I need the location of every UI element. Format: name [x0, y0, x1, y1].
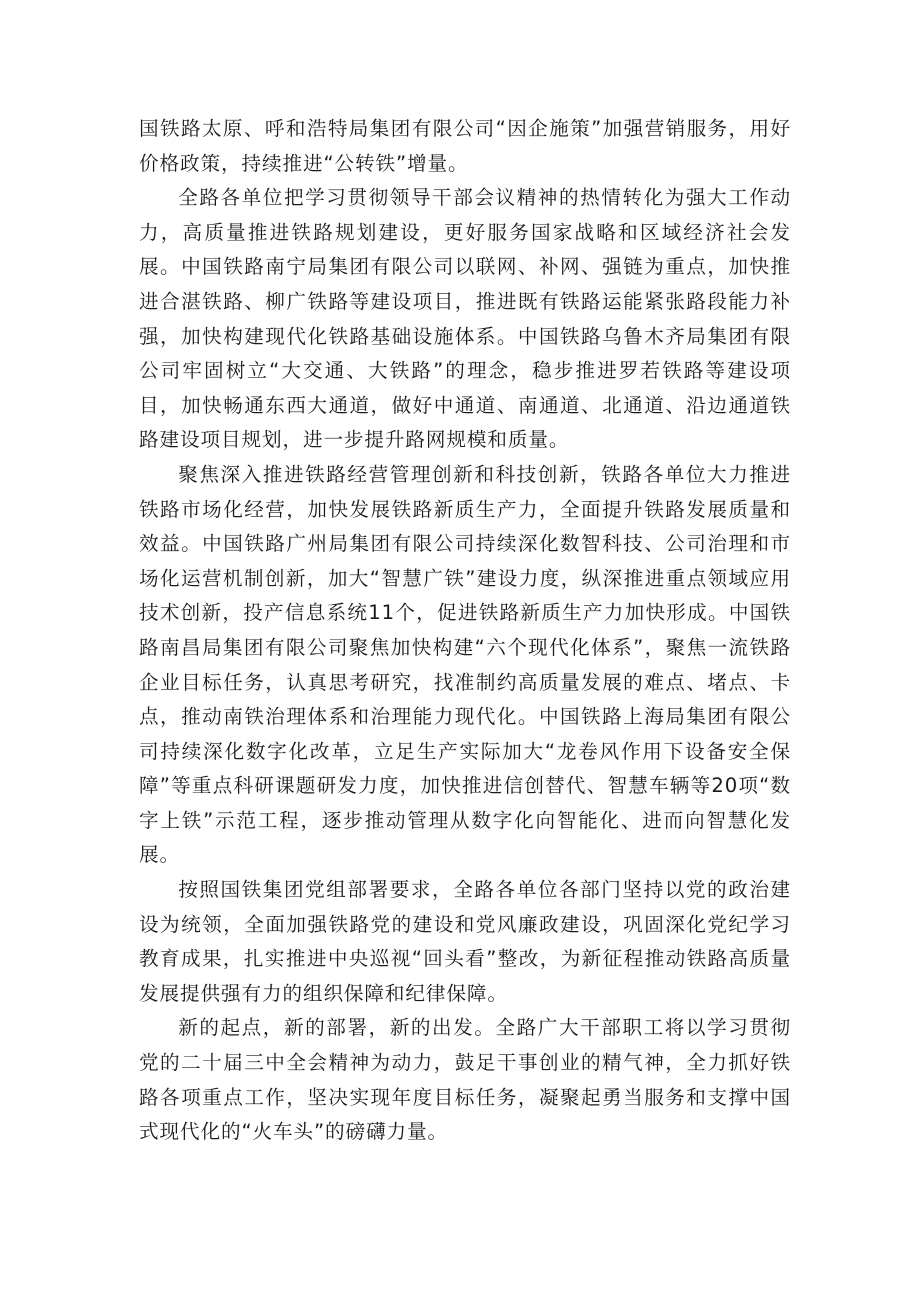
- article-body: [139, 112, 791, 1150]
- paragraph-innovation: 聚焦深入推进铁路经营管理创新和科技创新，铁路各单位大力推进铁路市场化经营，加快发展铁路新质生产力，全面提升铁路发展质量和效益。中国铁路广州局集团有限公司持续深化数智科技、公司治理和市场化运营机制创新，加大“智慧广铁”建设力度，纵深推进重点领域应用技术创新，投产信息系统11个，促进铁路新质生产力加快形成。中国铁路南昌局集团有限公司聚焦加快构建“六个现代化体系”，聚焦一流铁路企业目标任务，认真思考研究，找准制约高质量发展的难点、堵点、卡点，推动南铁治理体系和治理能力现代化。中国铁路上海局集团有限公司持续深化数字化改革，立足生产实际加大“龙卷风作用下设备安全保障”等重点科研课题研发力度，加快推进信创替代、智慧车辆等20项“数字上铁”示范工程，逐步推动管理从数字化向智能化、进而向智慧化发展。: [139, 462, 791, 867]
- paragraph-construction: 全路各单位把学习贯彻领导干部会议精神的热情转化为强大工作动力，高质量推进铁路规划建设，更好服务国家战略和区域经济社会发展。中国铁路南宁局集团有限公司以联网、补网、强链为重点，加快推进合湛铁路、柳广铁路等建设项目，推进既有铁路运能紧张路段能力补强，加快构建现代化铁路基础设施体系。中国铁路乌鲁木齐局集团有限公司牢固树立“大交通、大铁路”的理念，稳步推进罗若铁路等建设项目，加快畅通东西大通道，做好中通道、南通道、北通道、沿边通道铁路建设项目规划，进一步提升路网规模和质量。: [139, 186, 791, 452]
- paragraph-continuation: 国铁路太原、呼和浩特局集团有限公司“因企施策”加强营销服务，用好价格政策，持续推进“公转铁”增量。: [139, 117, 791, 175]
- paragraph-conclusion: 新的起点，新的部署，新的出发。全路广大干部职工将以学习贯彻党的二十届三中全会精神为动力，鼓足干事创业的精气神，全力抓好铁路各项重点工作，坚决实现年度目标任务，凝聚起勇当服务和支撑中国式现代化的“火车头”的磅礴力量。: [139, 1016, 791, 1144]
- paragraph-party-building: 按照国铁集团党组部署要求，全路各单位各部门坚持以党的政治建设为统领，全面加强铁路党的建设和党风廉政建设，巩固深化党纪学习教育成果，扎实推进中央巡视“回头看”整改，为新征程推动铁路高质量发展提供强有力的组织保障和纪律保障。: [139, 878, 791, 1005]
